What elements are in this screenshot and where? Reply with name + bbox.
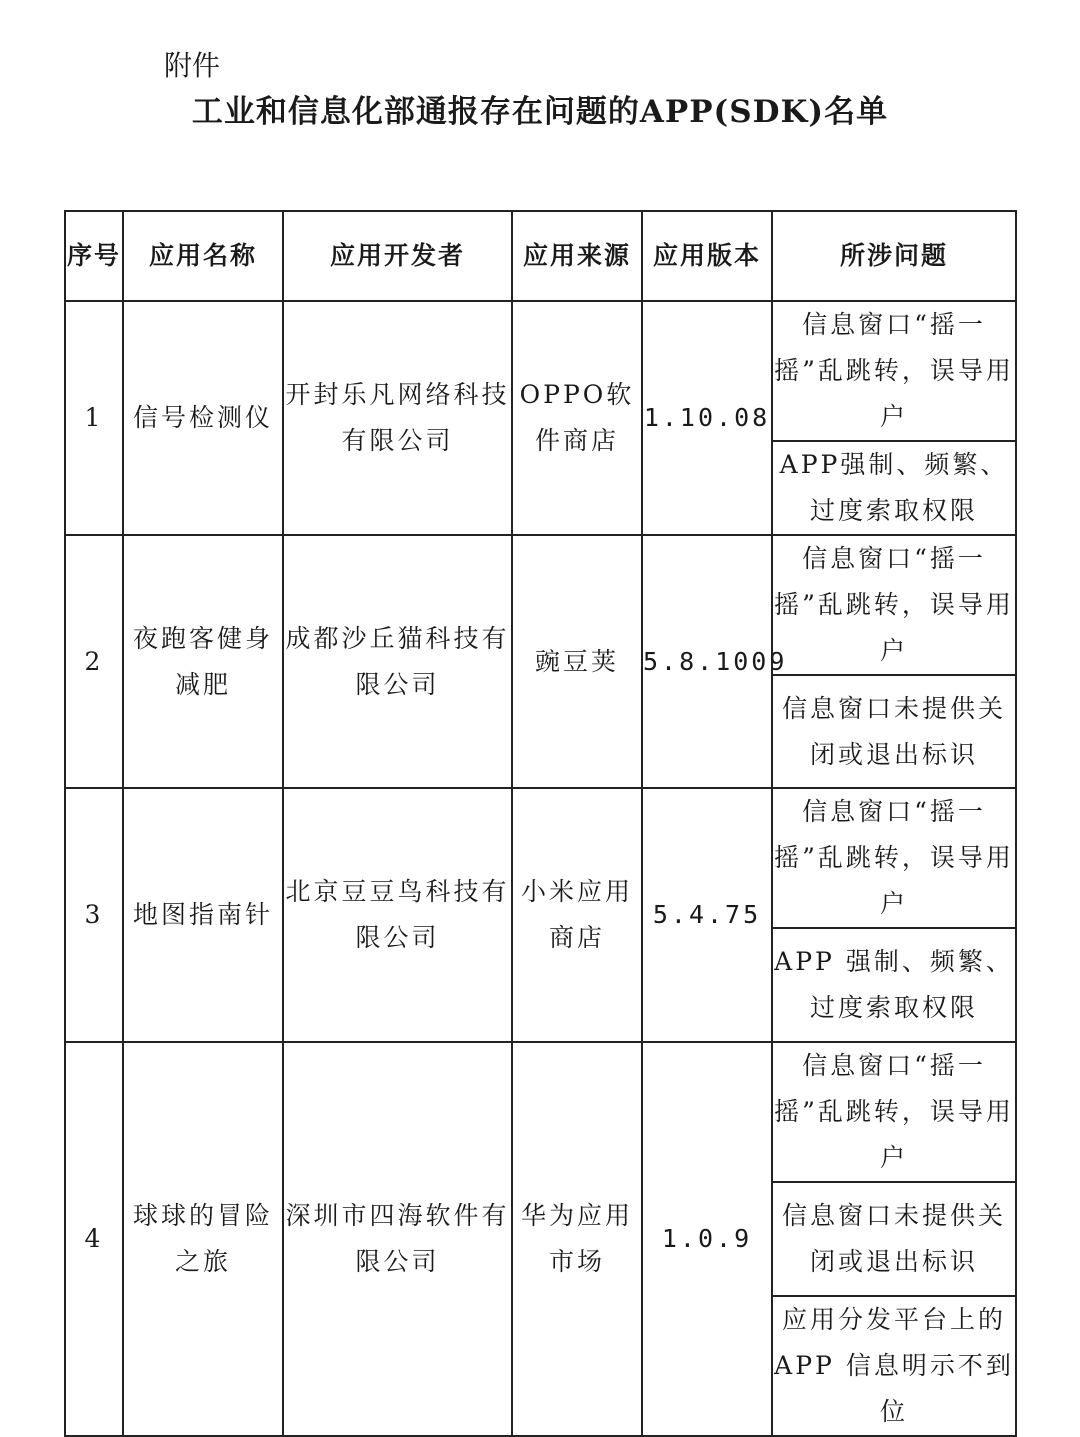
app-developer: 开封乐凡网络科技有限公司	[283, 301, 512, 535]
table-row	[65, 535, 1016, 675]
app-developer: 成都沙丘猫科技有限公司	[283, 535, 512, 788]
row-number: 2	[65, 535, 123, 788]
app-version: 1.0.9	[642, 1042, 772, 1436]
app-version: 5.8.1009	[642, 535, 772, 788]
header-no: 序号	[65, 211, 123, 301]
app-version: 1.10.08	[642, 301, 772, 535]
app-name: 夜跑客健身减肥	[123, 535, 283, 788]
app-source: 豌豆荚	[512, 535, 642, 788]
issue-item: 信息窗口“摇一摇”乱跳转，误导用户	[772, 788, 1016, 928]
row-number: 4	[65, 1042, 123, 1436]
app-version: 5.4.75	[642, 788, 772, 1042]
header-source: 应用来源	[512, 211, 642, 301]
app-name: 球球的冒险之旅	[123, 1042, 283, 1436]
header-version: 应用版本	[642, 211, 772, 301]
app-developer: 北京豆豆鸟科技有限公司	[283, 788, 512, 1042]
issue-item: 应用分发平台上的APP 信息明示不到位	[772, 1296, 1016, 1436]
app-developer: 深圳市四海软件有限公司	[283, 1042, 512, 1436]
issue-item: 信息窗口“摇一摇”乱跳转，误导用户	[772, 301, 1016, 441]
table-header-row	[65, 211, 1016, 301]
issue-item: APP强制、频繁、过度索取权限	[772, 441, 1016, 535]
app-name: 信号检测仪	[123, 301, 283, 535]
table-row	[65, 788, 1016, 928]
header-issues: 所涉问题	[772, 211, 1016, 301]
row-number: 1	[65, 301, 123, 535]
issue-item: 信息窗口“摇一摇”乱跳转，误导用户	[772, 1042, 1016, 1182]
app-source: OPPO软件商店	[512, 301, 642, 535]
table-row	[65, 301, 1016, 441]
app-list-table	[64, 210, 1017, 1437]
attachment-label: 附件	[164, 49, 221, 82]
header-app-name: 应用名称	[123, 211, 283, 301]
app-name: 地图指南针	[123, 788, 283, 1042]
issue-item: 信息窗口“摇一摇”乱跳转，误导用户	[772, 535, 1016, 675]
issue-item: 信息窗口未提供关闭或退出标识	[772, 1182, 1016, 1296]
header-developer: 应用开发者	[283, 211, 512, 301]
row-number: 3	[65, 788, 123, 1042]
table-row	[65, 1042, 1016, 1182]
issue-item: 信息窗口未提供关闭或退出标识	[772, 675, 1016, 788]
app-source: 华为应用市场	[512, 1042, 642, 1436]
issue-item: APP 强制、频繁、过度索取权限	[772, 928, 1016, 1042]
app-source: 小米应用商店	[512, 788, 642, 1042]
page-title: 工业和信息化部通报存在问题的APP(SDK)名单	[191, 94, 889, 130]
